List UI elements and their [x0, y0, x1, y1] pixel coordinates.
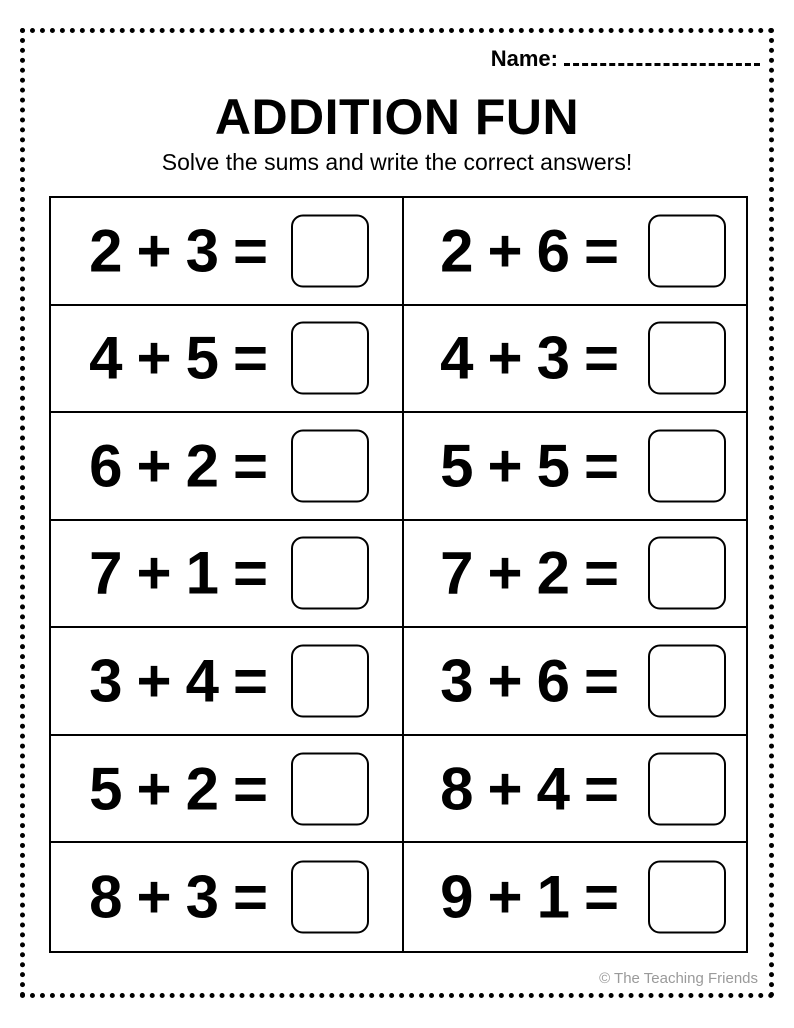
answer-box[interactable]	[648, 322, 726, 395]
equals-sign: =	[583, 324, 619, 392]
equation	[89, 647, 282, 716]
plus-sign: +	[487, 755, 523, 823]
addend-a: 2	[89, 217, 123, 285]
problem-cell	[404, 413, 748, 521]
addend-b: 5	[185, 324, 219, 392]
equation	[89, 863, 282, 932]
equation	[440, 539, 633, 608]
plus-sign: +	[136, 324, 172, 392]
problem-cell	[51, 306, 404, 414]
equals-sign: =	[232, 432, 268, 500]
equals-sign: =	[232, 647, 268, 715]
problem-cell	[51, 521, 404, 629]
worksheet-instructions: Solve the sums and write the correct answers!	[161, 149, 633, 175]
problem-cell	[404, 521, 748, 629]
equals-sign: =	[232, 755, 268, 823]
equals-sign: =	[583, 647, 619, 715]
answer-box[interactable]	[648, 214, 726, 287]
equation	[89, 431, 282, 500]
equation	[440, 216, 633, 285]
plus-sign: +	[487, 539, 523, 607]
addend-a: 3	[440, 647, 474, 715]
equals-sign: =	[232, 539, 268, 607]
equation	[440, 754, 633, 823]
addend-b: 3	[185, 217, 219, 285]
equals-sign: =	[232, 863, 268, 931]
equals-sign: =	[583, 863, 619, 931]
plus-sign: +	[487, 863, 523, 931]
addend-b: 2	[536, 539, 570, 607]
equals-sign: =	[232, 217, 268, 285]
plus-sign: +	[136, 432, 172, 500]
addend-a: 4	[440, 324, 474, 392]
copyright-credit: © The Teaching Friends	[599, 970, 758, 987]
addend-a: 7	[440, 539, 474, 607]
addend-b: 3	[185, 863, 219, 931]
equals-sign: =	[583, 539, 619, 607]
answer-box[interactable]	[291, 537, 369, 610]
problem-cell	[51, 413, 404, 521]
addend-b: 2	[185, 755, 219, 823]
problem-cell	[404, 306, 748, 414]
addend-a: 9	[440, 863, 474, 931]
plus-sign: +	[136, 539, 172, 607]
problem-cell	[404, 198, 748, 306]
plus-sign: +	[136, 217, 172, 285]
answer-box[interactable]	[291, 429, 369, 502]
addend-b: 4	[185, 647, 219, 715]
addend-b: 1	[185, 539, 219, 607]
name-input-line[interactable]	[564, 47, 760, 66]
addend-b: 5	[536, 432, 570, 500]
problem-grid	[49, 196, 748, 953]
name-field-row	[491, 46, 760, 72]
addend-a: 7	[89, 539, 123, 607]
equals-sign: =	[583, 217, 619, 285]
plus-sign: +	[136, 755, 172, 823]
answer-box[interactable]	[291, 322, 369, 395]
problem-cell	[51, 843, 404, 951]
addend-b: 1	[536, 863, 570, 931]
addend-b: 6	[536, 217, 570, 285]
problem-cell	[404, 843, 748, 951]
addend-a: 2	[440, 217, 474, 285]
plus-sign: +	[487, 324, 523, 392]
problem-cell	[51, 198, 404, 306]
plus-sign: +	[487, 217, 523, 285]
addend-a: 8	[89, 863, 123, 931]
plus-sign: +	[487, 647, 523, 715]
worksheet-title: ADDITION FUN	[214, 89, 580, 145]
problem-cell	[404, 628, 748, 736]
addend-a: 6	[89, 432, 123, 500]
addend-b: 3	[536, 324, 570, 392]
equation	[440, 431, 633, 500]
answer-box[interactable]	[291, 645, 369, 718]
problem-cell	[51, 628, 404, 736]
equals-sign: =	[232, 324, 268, 392]
answer-box[interactable]	[291, 214, 369, 287]
addend-b: 2	[185, 432, 219, 500]
answer-box[interactable]	[648, 861, 726, 934]
equation	[440, 863, 633, 932]
addend-b: 4	[536, 755, 570, 823]
answer-box[interactable]	[648, 537, 726, 610]
problem-cell	[51, 736, 404, 844]
equation	[89, 754, 282, 823]
plus-sign: +	[487, 432, 523, 500]
answer-box[interactable]	[648, 645, 726, 718]
plus-sign: +	[136, 863, 172, 931]
name-label: Name:	[490, 46, 558, 71]
addend-a: 5	[89, 755, 123, 823]
equation	[89, 324, 282, 393]
equation	[440, 647, 633, 716]
equation	[89, 539, 282, 608]
answer-box[interactable]	[648, 429, 726, 502]
plus-sign: +	[136, 647, 172, 715]
equation	[440, 324, 633, 393]
equation	[89, 216, 282, 285]
answer-box[interactable]	[291, 861, 369, 934]
addend-a: 8	[440, 755, 474, 823]
addend-a: 3	[89, 647, 123, 715]
addend-a: 5	[440, 432, 474, 500]
addend-a: 4	[89, 324, 123, 392]
answer-box[interactable]	[648, 752, 726, 825]
problem-cell	[404, 736, 748, 844]
equals-sign: =	[583, 432, 619, 500]
answer-box[interactable]	[291, 752, 369, 825]
addend-b: 6	[536, 647, 570, 715]
equals-sign: =	[583, 755, 619, 823]
